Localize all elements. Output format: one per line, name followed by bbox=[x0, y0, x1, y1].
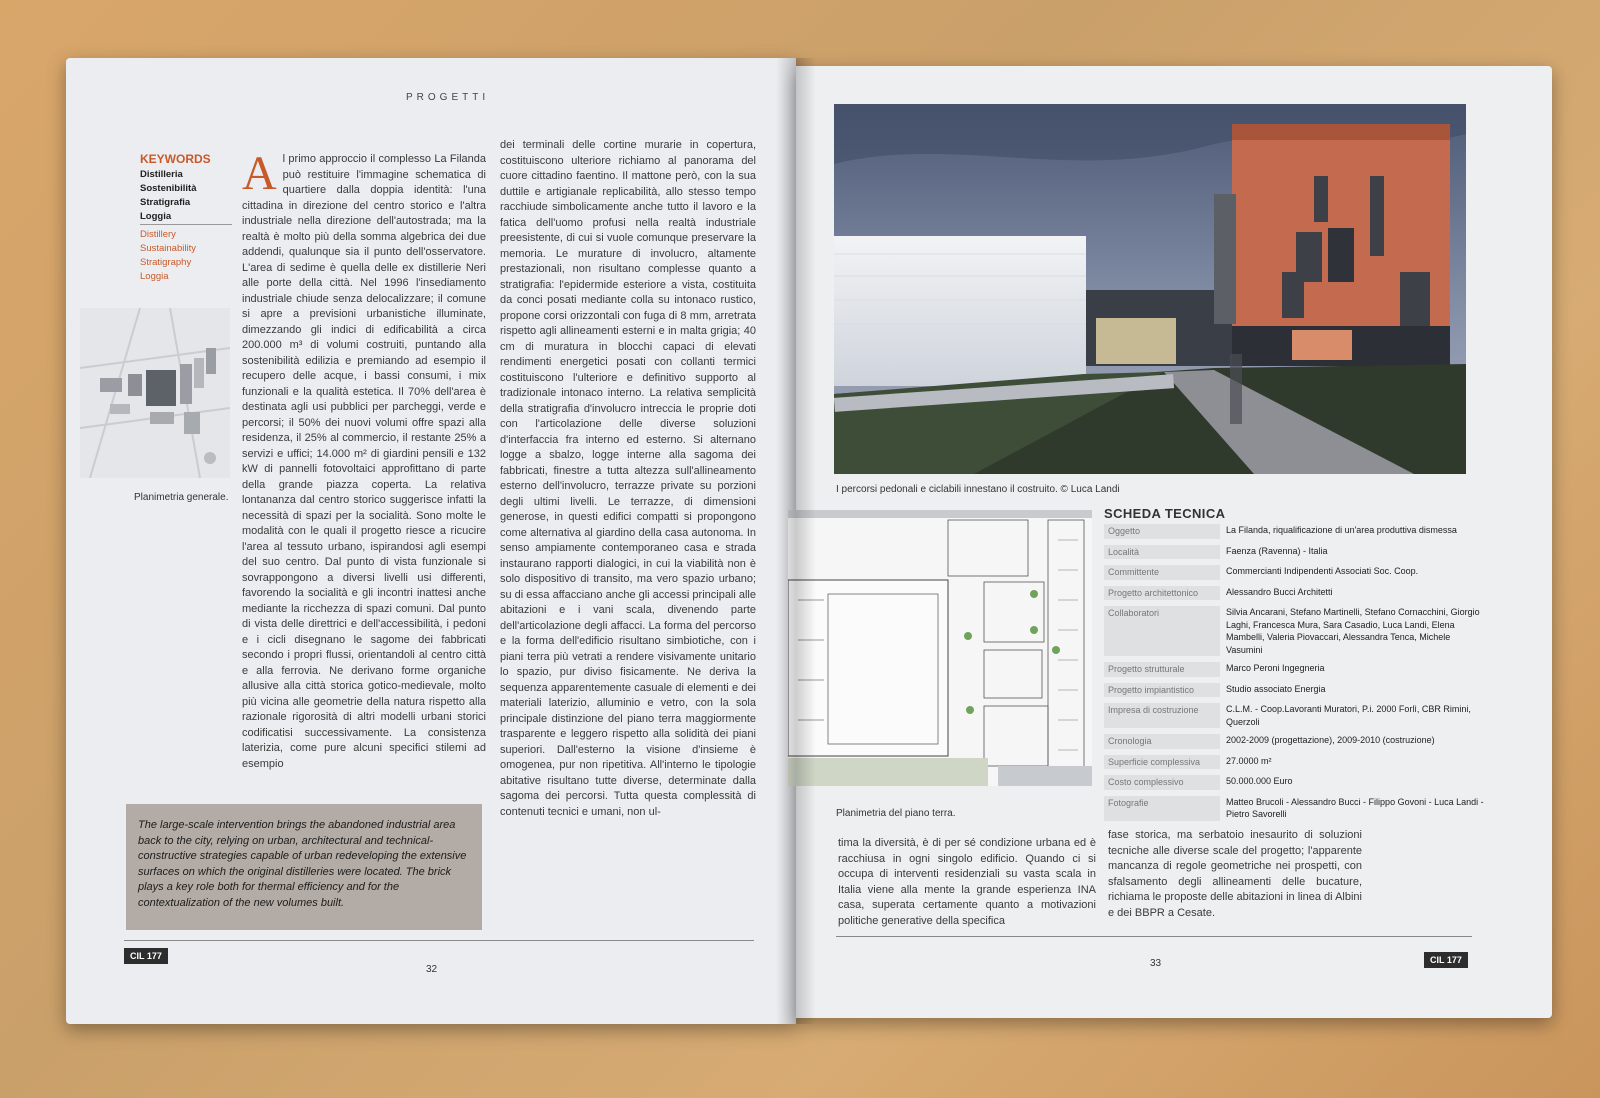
article-text: l primo approccio il complesso La Filanda può restituire l'immagine schematica di quartiere dalla doppia identità: l'una cittadina in direzione del centro storico e l'altra industriale nella direzione dell'autostrada; ma la realtà è molto più della somma algebrica dei due addendi, qualunque sia il punto dell'osservatore. L'area di sedime è quella delle ex distillerie Neri alle porte della città. Nel 1996 l'insediamento industriale chiude senza delocalizzare; il comune si apre a previsioni urbanistiche illuminate, dimezzando gli indici di edificabilità a circa 200.000 m³ di volumi costruiti, puntando alla sostenibilità edilizia e premiando ad esempio il recupero delle acque, i bassi consumi, i mix funzionali e la qualità estetica. Il 70% dell'area è destinata agli usi pubblici per parcheggi, verde e percorsi; il 50% dei nuovi volumi offre spazi alla residenza, il 25% al commercio, il restante 25% a servizi e uffici; 14.000 m² di giardini pensili e 132 kW di pannelli fotovoltaici approfittano di parte della grande piazza coperta. La relativa lontananza dal centro storico suggerisce infatti la necessità di spazi per la socialità. Sono molte le modalità con le quali il progetto riesce a ricucire l'area al tessuto urbano, ispirandosi agli esempi del suo centro. Dal punto di vista funzionale si sovrappongono a diversi livelli usi differenti, favorendo la socialità e gli incontri inattesi anche mediante la ricchezza di spazi comuni. Dal punto di vista delle direttrici e dell'accessibilità, i pedoni e i cicli disegnano le sagome dei fabbricati secondo i propri flussi, orientandoli al centro città e alla ferrovia. Ne derivano forme organiche allusive alla città storica gotico-medievale, molto più vicina alle geometrie della natura rispetto alla razionale rigorosità di altri modelli urbani storici codificatisi successivamente. La consistenza laterizia, come pure alcuni specifici stilemi ad esempio bbox=[242, 153, 486, 770]
keyword-en: Sustainability bbox=[140, 243, 196, 254]
tech-key: Costo complessivo bbox=[1104, 775, 1220, 790]
footer-rule bbox=[124, 940, 754, 941]
magazine-badge: CIL 177 bbox=[1424, 952, 1468, 968]
tech-value: Marco Peroni Ingegneria bbox=[1226, 663, 1325, 673]
keyword-en: Stratigraphy bbox=[140, 257, 192, 268]
keywords-english bbox=[140, 228, 196, 284]
tech-key: Località bbox=[1104, 545, 1220, 560]
footer-rule bbox=[836, 936, 1472, 937]
page-number: 32 bbox=[426, 964, 438, 975]
tech-key: Progetto impiantistico bbox=[1104, 683, 1220, 698]
keyword-it: Stratigrafia bbox=[140, 197, 191, 208]
site-plan-image bbox=[80, 308, 230, 478]
tech-key: Committente bbox=[1104, 565, 1220, 580]
tech-row bbox=[1104, 703, 1484, 728]
keyword-en: Loggia bbox=[140, 271, 169, 282]
article-column-3: tima la diversità, è di per sé condizione urbana ed è racchiusa in ogni singolo edificio. Quando ci si occupa di interventi residenziali su vasta scala in Italia viene alla mente la grande esperienza INA casa, superata certamente quanto a motivazioni politiche generative della specifica bbox=[838, 837, 1096, 927]
section-header: PROGETTI bbox=[406, 92, 490, 103]
ground-floor-plan-image bbox=[788, 510, 1092, 786]
tech-value: Faenza (Ravenna) - Italia bbox=[1226, 545, 1328, 556]
page-number: 33 bbox=[1150, 958, 1162, 969]
tech-key: Oggetto bbox=[1104, 524, 1220, 539]
tech-value: Commercianti Indipendenti Associati Soc. Coop. bbox=[1226, 566, 1419, 576]
tech-key: Cronologia bbox=[1104, 734, 1220, 749]
tech-row bbox=[1104, 775, 1484, 790]
tech-row bbox=[1104, 586, 1484, 601]
keywords-title: KEYWORDS bbox=[140, 152, 211, 166]
tech-key: Progetto strutturale bbox=[1104, 662, 1220, 677]
site-plan-caption: Planimetria generale. bbox=[134, 492, 229, 503]
english-abstract: The large-scale intervention brings the abandoned industrial area back to the city, relying on urban, architectural and technical-constructive strategies capable of urban redeveloping the extensive surfaces on which the original distilleries were located. The brick plays a key role both for thermal efficiency and for the contextualization of the new volumes built. bbox=[126, 804, 482, 930]
tech-sheet-table bbox=[1104, 524, 1484, 827]
article-column-1 bbox=[242, 147, 486, 772]
tech-row bbox=[1104, 755, 1484, 770]
tech-row bbox=[1104, 662, 1484, 677]
tech-value: Silvia Ancarani, Stefano Martinelli, Stefano Cornacchini, Giorgio Laghi, Francesca Mura, Sara Casadio, Luca Landi, Elena Mambelli, Valeria Piovaccari, Alessandra Tenca, Michele Vasumini bbox=[1226, 607, 1480, 655]
drop-cap: A bbox=[242, 147, 277, 200]
tech-row bbox=[1104, 565, 1484, 580]
tech-key: Collaboratori bbox=[1104, 606, 1220, 656]
tech-row bbox=[1104, 606, 1484, 656]
tech-value: 27.0000 m² bbox=[1226, 755, 1272, 766]
tech-row bbox=[1104, 545, 1484, 560]
keyword-it: Loggia bbox=[140, 211, 172, 222]
photo-caption: I percorsi pedonali e ciclabili innestano il costruito. © Luca Landi bbox=[836, 484, 1120, 495]
book-gutter bbox=[776, 58, 816, 1024]
tech-key: Progetto architettonico bbox=[1104, 586, 1220, 601]
tech-value: Matteo Brucoli - Alessandro Bucci - Filippo Govoni - Luca Landi - Pietro Savorelli bbox=[1226, 796, 1484, 819]
tech-key: Superficie complessiva bbox=[1104, 755, 1220, 770]
tech-value: Alessandro Bucci Architetti bbox=[1226, 586, 1333, 597]
article-column-4: fase storica, ma serbatoio inesaurito di soluzioni tecniche alle diverse scale del progetto; l'apparente mancanza di regole geometriche nei prospetti, con sfalsamento degli allineamenti delle bucature, richiama le proposte delle abitazioni in linea di Albini e dei BBPR a Cesate. bbox=[1108, 829, 1362, 919]
magazine-badge: CIL 177 bbox=[124, 948, 168, 964]
left-page bbox=[66, 58, 796, 1024]
tech-row bbox=[1104, 524, 1484, 539]
tech-row bbox=[1104, 683, 1484, 698]
tech-value: Studio associato Energia bbox=[1226, 683, 1326, 694]
keyword-it: Sostenibilità bbox=[140, 183, 197, 194]
tech-value: La Filanda, riqualificazione di un'area produttiva dismessa bbox=[1226, 525, 1457, 535]
tech-value: 2002-2009 (progettazione), 2009-2010 (costruzione) bbox=[1226, 735, 1435, 745]
keyword-it: Distilleria bbox=[140, 169, 183, 180]
tech-row bbox=[1104, 796, 1484, 821]
tech-sheet-title: SCHEDA TECNICA bbox=[1104, 506, 1226, 521]
keyword-en: Distillery bbox=[140, 229, 176, 240]
floor-plan-caption: Planimetria del piano terra. bbox=[836, 808, 956, 819]
building-photo bbox=[834, 104, 1466, 474]
tech-value: 50.000.000 Euro bbox=[1226, 776, 1293, 786]
right-page bbox=[796, 66, 1552, 1018]
tech-value: C.L.M. - Coop.Lavoranti Muratori, P.i. 2000 Forlì, CBR Rimini, Querzoli bbox=[1226, 704, 1471, 727]
tech-row bbox=[1104, 734, 1484, 749]
tech-key: Fotografie bbox=[1104, 796, 1220, 821]
tech-key: Impresa di costruzione bbox=[1104, 703, 1220, 728]
article-column-2: dei terminali delle cortine murarie in copertura, costituiscono ulteriore richiamo al panorama del cuore cittadino faentino. Il mattone però, con la sua duttile e artigianale replicabilità, allo stesso tempo racchiude simbolicamente anche tutto il lavoro e la fatica dell'uomo profusi nella realtà industriale preesistente, di cui si vuole comunque preservare la memoria. Le murature di involucro, altamente prestazionali, non risultano complesse quanto a stratigrafia: l'epidermide esteriore a vista, costituita da conci posati mediante colla su intonaco rustico, propone corsi orizzontali con fuga di 8 mm, arretrata rispetto agli allineamenti esterni e in malta grigia; 40 cm di muratura in blocchi capaci di elevati rendimenti energetici posati con collanti termici costituiscono l'ulteriore e definitivo supporto al tradizionale intonaco interno. La relativa semplicità della stratigrafia d'involucro intreccia le proprie doti con l'articolazione delle diverse soluzioni d'interfaccia fra interno ed esterno. Si alternano logge a sbalzo, logge interne alla sagoma dei fabbricati, finestre a tutta altezza sull'allineamento esterno dell'involucro, terrazze private su porzioni degli ultimi livelli. Le terrazze, di dimensioni generose, in questi edifici compatti si propongono come alternativa al giardino della casa autonoma. In senso ampiamente contemporaneo casa e strada instaurano rapporti dialogici, in cui la viabilità non è solo dispositivo di transito, ma vero spazio urbano; su di essa affacciano anche gli accessi principali alle abitazioni e i vani scala, divenendo parte dell'articolazione degli affacci. La forma del percorso e la forma dell'edificio risultano simbiotiche, con i piani terra più vetrati a rendere visivamente unitario lo spazio, pur diviso fisicamente. Ne deriva la sequenza apparentemente casuale di elementi e dei materiali laterizio, alluminio e vetro, con la sola principale distinzione del piano terra maggiormente trasparente e leggero rispetto alla solidità dei piani superiori. Dall'esterno la visione d'insieme è omogenea, pur non ripetitiva. All'interno le tipologie abitative risultano tutte diverse, determinate dalla sagoma dei percorsi. Tutta questa complessità di contenuti tecnici e umani, non ul- bbox=[500, 139, 756, 818]
keywords-italian bbox=[140, 168, 196, 224]
keywords-divider bbox=[140, 224, 232, 225]
